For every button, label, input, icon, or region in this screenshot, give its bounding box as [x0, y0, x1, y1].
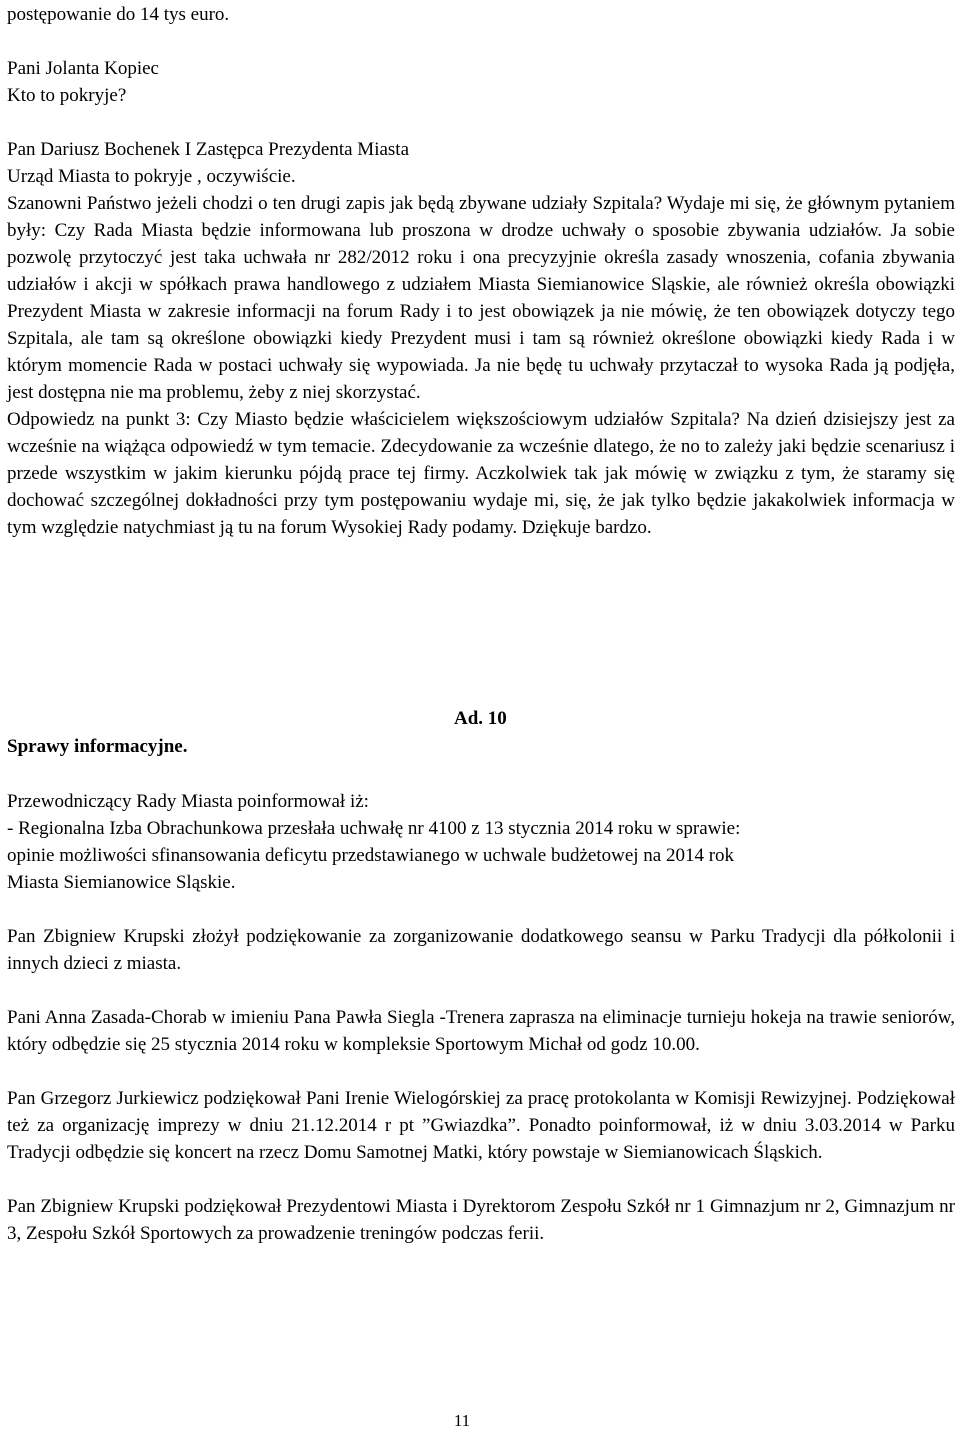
- paragraph-gap: [7, 1166, 955, 1193]
- paragraph-gap: [7, 109, 955, 136]
- agenda-number: Ad. 10: [454, 708, 507, 729]
- information-section: [7, 788, 955, 1247]
- speaker-name: Pan Dariusz Bochenek I Zastępca Prezydenta Miasta: [7, 139, 410, 160]
- info-item-line: opinie możliwości sfinansowania deficytu przedstawianego w uchwale budżetowej na 2014 rok: [7, 845, 735, 866]
- speaker-answer: Urząd Miasta to pokryje , oczywiście.: [7, 166, 296, 187]
- paragraph-gap: [7, 28, 955, 55]
- text-line: postępowanie do 14 tys euro.: [7, 4, 230, 25]
- info-paragraph: Pan Zbigniew Krupski podziękował Prezydentowi Miasta i Dyrektorom Zespołu Szkół nr 1 Gimnazjum nr 2, Gimnazjum nr 3, Zespołu Szkół Sportowych za prowadzenie treningów podczas ferii.: [7, 1196, 955, 1244]
- speaker-name: Pani Jolanta Kopiec: [7, 58, 159, 79]
- info-paragraph: Pan Grzegorz Jurkiewicz podziękował Pani Irenie Wielogórskiej za pracę protokolanta w Komisji Rewizyjnej. Podziękował też za organizację imprezy w dniu 21.12.2014 r pt ”Gwiazdka”. Ponadto poinformował, iż w dniu 3.03.2014 w Parku Tradycji odbędzie się koncert na rzecz Domu Samotnej Matki, który powstaje w Siemianowicach Śląskich.: [7, 1088, 955, 1163]
- paragraph-gap: [7, 1058, 955, 1085]
- paragraph-gap: [7, 977, 955, 1004]
- speech-paragraph: Szanowni Państwo jeżeli chodzi o ten drugi zapis jak będą zbywane udziały Szpitala? Wydaje mi się, że głównym pytaniem były: Czy Rada Miasta będzie informowana lub proszona w drodze uchwały o sposobie zbywania udziałów. Ja sobie pozwolę przytoczyć jest taka uchwała nr 282/2012 roku i ona precyzyjnie określa zasady wnoszenia, cofania zbywania udziałów i akcji w spółkach prawa handlowego z udziałem Miasta Siemianowice Sląskie, ale również określa obowiązki Prezydent Miasta w zakresie informacji na forum Rady i to jest obowiązek ja nie mówię, że ten obowiązek dotyczy tego Szpitala, ale tam są określone obowiązki kiedy Prezydent musi i tam są również określone obowiązki kiedy Rada i w którym momencie Rada w postaci uchwały się wypowiada. Ja nie będę tu uchwały przytaczał to wysoka Rada ją podjęła, jest dostępna nie ma problemu, żeby z niej skorzystać.: [7, 193, 955, 403]
- info-paragraph: Pan Zbigniew Krupski złożył podziękowanie za zorganizowanie dodatkowego seansu w Parku Tradycji dla półkolonii i innych dzieci z miasta.: [7, 926, 955, 974]
- speaker-question: Kto to pokryje?: [7, 85, 127, 106]
- info-item-line: - Regionalna Izba Obrachunkowa przesłała uchwałę nr 4100 z 13 stycznia 2014 roku w sprawie:: [7, 818, 741, 839]
- info-item-line: Miasta Siemianowice Sląskie.: [7, 872, 236, 893]
- answer-paragraph: Odpowiedz na punkt 3: Czy Miasto będzie właścicielem większościowym udziałów Szpitala? Na dzień dzisiejszy jest za wcześnie na wiążąca odpowiedź w tym temacie. Zdecydowanie za wcześnie dlatego, że no to zależy jaki będzie scenariusz i przede wszystkim w jakim kierunku pójdą prace tej firmy. Aczkolwiek tak jak mówię w związku z tym, że staramy się dochować szczególnej dokładności przy tym postępowaniu wydaje mi, się, że jak tylko będzie jakakolwiek informacja w tym względzie natychmiast ją tu na forum Wysokiej Rady podamy. Dziękuje bardzo.: [7, 409, 955, 538]
- agenda-title: Sprawy informacyjne.: [7, 736, 188, 757]
- agenda-heading: [7, 705, 955, 765]
- info-intro: Przewodniczący Rady Miasta poinformował iż:: [7, 791, 369, 812]
- page-number: 11: [453, 1411, 471, 1430]
- info-paragraph: Pani Anna Zasada-Chorab w imieniu Pana Pawła Siegla -Trenera zaprasza na eliminacje turnieju hokeja na trawie seniorów, który odbędzie się 25 stycznia 2014 roku w kompleksie Sportowym Michał od godz 10.00.: [7, 1007, 955, 1055]
- paragraph-gap: [7, 896, 955, 923]
- transcript-section: [7, 1, 955, 541]
